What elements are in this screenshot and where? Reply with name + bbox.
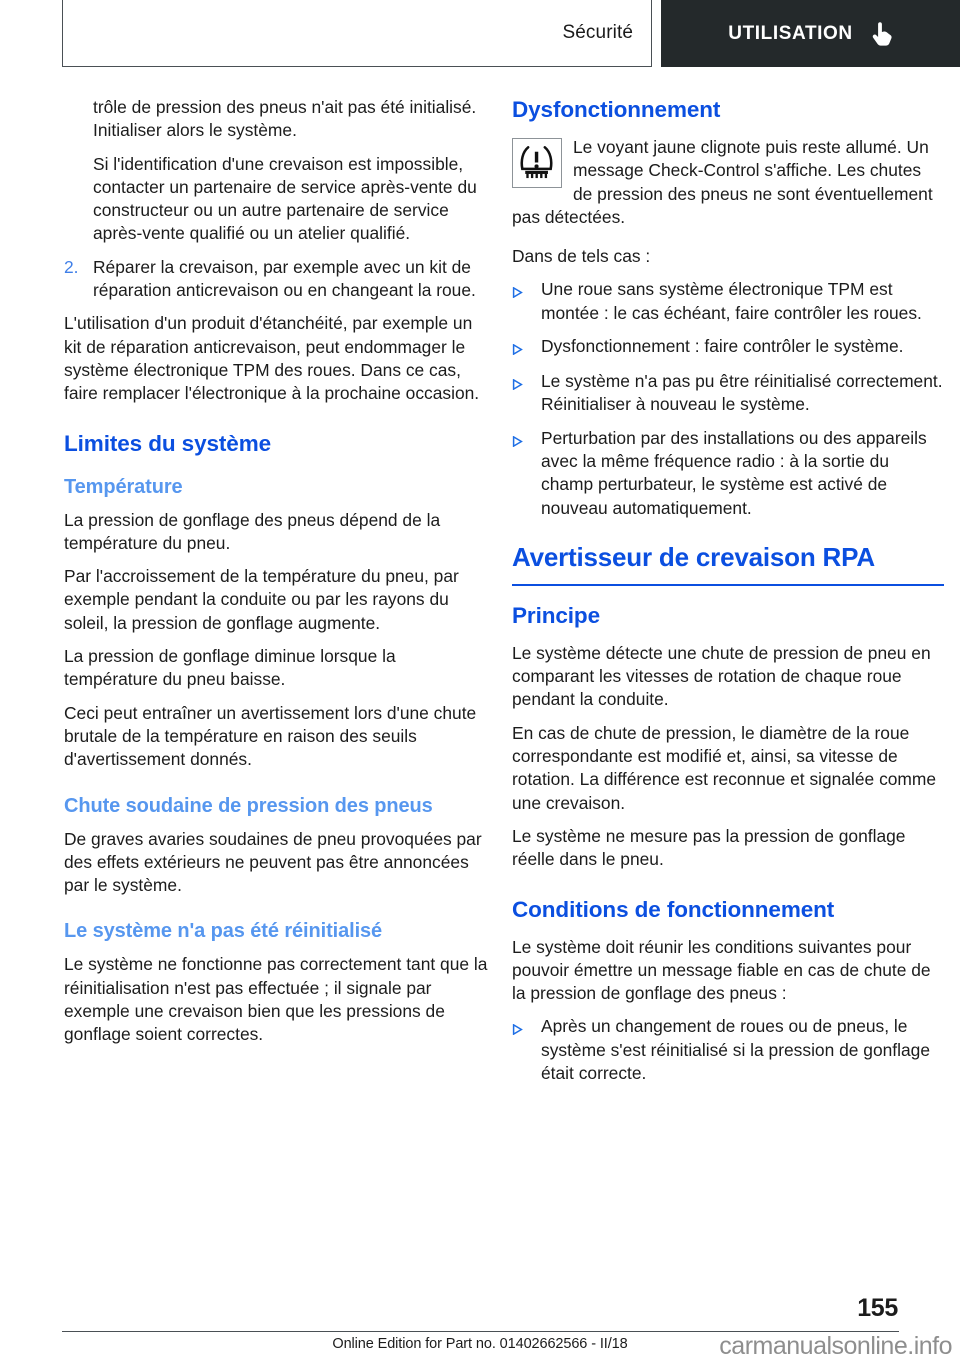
bullet-list-item — [512, 1015, 944, 1085]
header-chapter-label: UTILISATION — [728, 22, 853, 44]
triangle-bullet-icon — [512, 278, 541, 325]
section-heading: Principe — [512, 602, 600, 628]
paragraph: Le système ne fonctionne pas correctement tant que la réinitialisation n'est pas effectuée ; il signale par exemple une crevaison bien que les pressions de gonflage soient correctes. — [64, 954, 488, 1045]
triangle-bullet-icon — [512, 335, 541, 360]
paragraph: Si l'identification d'une crevaison est impossible, contacter un partenaire de service après-vente du constructeur ou un autre partenaire de service après-vente qualifié ou un atelier qualifié. — [93, 153, 477, 244]
title-underline-rule — [512, 584, 944, 586]
paragraph: Ceci peut entraîner un avertissement lors d'une chute brutale de la température en raison des seuils d'avertissement donnés. — [64, 702, 477, 770]
list-item-text: Réparer la crevaison, par exemple avec un kit de réparation anticrevaison ou en changeant la roue. — [93, 256, 476, 301]
page-number: 155 — [857, 1294, 898, 1322]
warning-text: Le voyant jaune clignote puis reste allumé. Un message Check-Control s'affiche. Les chutes de pression des pneus ne sont éventuellement pas détectées. — [512, 137, 933, 227]
bullet-item-text: Après un changement de roues ou de pneus, le système s'est réinitialisé si la pression de gonflage était correcte. — [541, 1016, 931, 1084]
paragraph: En cas de chute de pression, le diamètre de la roue correspondante est modifié et, ainsi, sa vitesse de rotation. La différence est reconnue et signalée comme une crevaison. — [512, 722, 937, 813]
warning-icon-paragraph — [512, 136, 944, 229]
page-header — [62, 0, 960, 68]
triangle-bullet-icon — [512, 427, 541, 520]
watermark: carmanualsonline.info — [719, 1332, 952, 1360]
bullet-item-text: Dysfonctionnement : faire contrôler le système. — [541, 336, 904, 357]
subsection-heading: Le système n'a pas été réinitialisé — [64, 920, 383, 943]
header-section-tab[interactable] — [62, 0, 652, 67]
page-title: Avertisseur de crevaison RPA — [512, 541, 875, 572]
page-body — [0, 96, 960, 1095]
bullet-list-item — [512, 335, 944, 360]
numbered-list-item — [64, 256, 494, 303]
paragraph: trôle de pression des pneus n'ait pas été initialisé. Initialiser alors le système. — [93, 97, 477, 141]
paragraph: La pression de gonflage des pneus dépend de la température du pneu. — [64, 509, 441, 553]
subsection-heading: Chute soudaine de pression des pneus — [64, 794, 433, 817]
bullet-list-item — [512, 278, 944, 325]
tpm-warning-icon — [512, 138, 562, 188]
paragraph: L'utilisation d'un produit d'étanchéité, par exemple un kit de réparation anticrevaison, peut endommager le système électronique TPM des roues. Dans ce cas, faire remplacer l'électronique à la prochaine occasion. — [64, 313, 480, 404]
paragraph: Dans de tels cas : — [512, 246, 651, 267]
section-heading: Conditions de fonctionnement — [512, 896, 835, 922]
bullet-list-item — [512, 370, 944, 417]
paragraph: Le système doit réunir les conditions suivantes pour pouvoir émettre un message fiable en cas de chute de la pression de gonflage des pneus : — [512, 936, 931, 1004]
right-column — [512, 96, 944, 1095]
bullet-item-text: Perturbation par des installations ou des appareils avec la même fréquence radio : à la sortie du champ perturbateur, le système est activé de nouveau automatiquement. — [541, 427, 927, 518]
header-section-label: Sécurité — [562, 22, 633, 43]
triangle-bullet-icon — [512, 370, 541, 417]
paragraph: Le système détecte une chute de pression de pneu en comparant les vitesses de rotation de chaque roue pendant la conduite. — [512, 642, 931, 710]
header-chapter-tab[interactable] — [661, 0, 960, 67]
section-heading: Dysfonctionnement — [512, 97, 721, 122]
bullet-item-text: Le système n'a pas pu être réinitialisé correctement. Réinitialiser à nouveau le système. — [541, 371, 943, 415]
section-heading: Limites du système — [64, 430, 272, 456]
bullet-list-item — [512, 427, 944, 520]
paragraph: Le système ne mesure pas la pression de gonflage réelle dans le pneu. — [512, 825, 906, 870]
left-column — [64, 96, 494, 1095]
paragraph: La pression de gonflage diminue lorsque la température du pneu baisse. — [64, 646, 396, 690]
paragraph: Par l'accroissement de la température du pneu, par exemple pendant la conduite ou par les rayons du soleil, la pression de gonflage augmente. — [64, 566, 459, 633]
edition-notice: Online Edition for Part no. 01402662566 - II/18 — [332, 1336, 628, 1352]
triangle-bullet-icon — [512, 1015, 541, 1085]
list-number: 2. — [64, 256, 79, 277]
page-footer — [0, 1294, 960, 1362]
pointing-hand-icon — [871, 21, 893, 47]
subsection-heading: Température — [64, 475, 183, 498]
paragraph: De graves avaries soudaines de pneu provoquées par des effets extérieurs ne peuvent pas être annoncées par le système. — [64, 828, 482, 896]
bullet-item-text: Une roue sans système électronique TPM est montée : le cas échéant, faire contrôler les roues. — [541, 279, 922, 323]
